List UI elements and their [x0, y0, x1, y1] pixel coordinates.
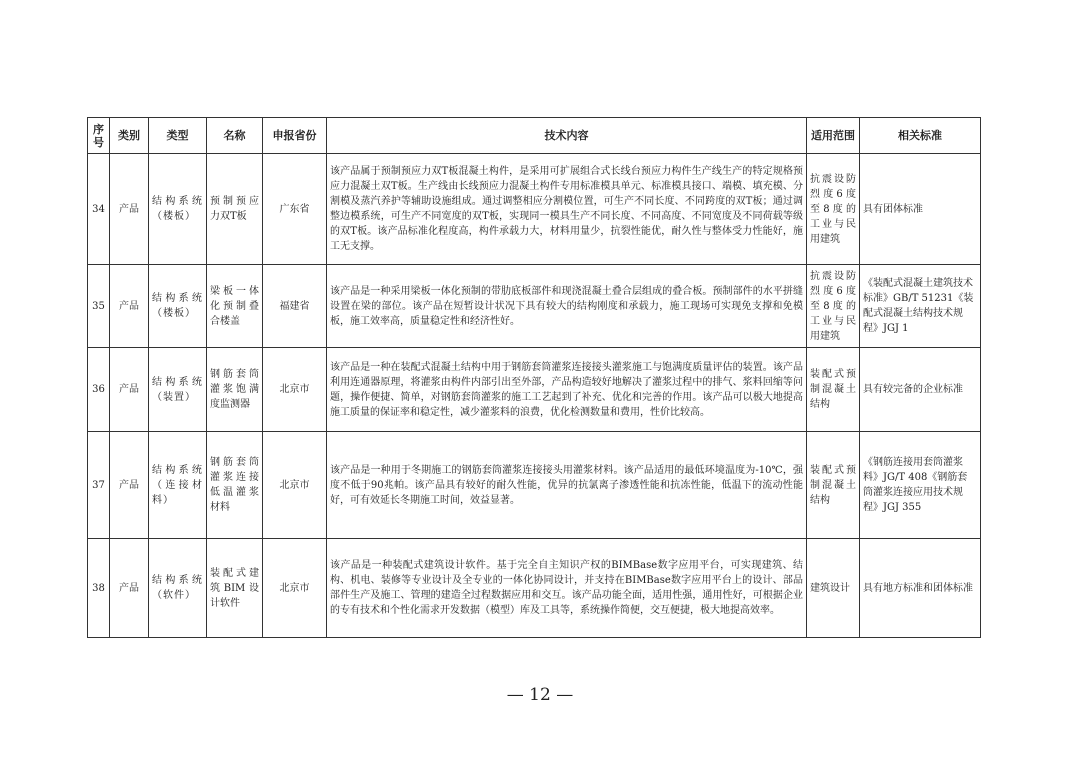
header-province: 申报省份	[263, 118, 327, 154]
cell-no: 34	[88, 154, 110, 265]
header-no: 序号	[88, 118, 110, 154]
header-name: 名称	[207, 118, 263, 154]
header-tech: 技术内容	[327, 118, 807, 154]
cell-standard: 具有团体标准	[860, 154, 981, 265]
cell-name: 梁板一体化预制叠合楼盖	[207, 265, 263, 348]
cell-name: 钢筋套筒灌浆连接低温灌浆材料	[207, 432, 263, 539]
cell-tech: 该产品是一种用于冬期施工的钢筋套筒灌浆连接接头用灌浆材料。该产品适用的最低环境温度为-10℃，强度不低于90兆帕。该产品具有较好的耐久性能，优异的抗氯离子渗透性能和抗冻性能，低温下的流动性能好，可有效延长冬期施工时间，效益显著。	[327, 432, 807, 539]
header-standard: 相关标准	[860, 118, 981, 154]
cell-type: 结构系统（楼板）	[149, 154, 207, 265]
cell-scope: 装配式预制混凝土结构	[807, 432, 860, 539]
cell-no: 38	[88, 539, 110, 638]
cell-type: 结构系统（楼板）	[149, 265, 207, 348]
cell-province: 福建省	[263, 265, 327, 348]
cell-category: 产品	[110, 265, 149, 348]
cell-standard: 具有较完备的企业标准	[860, 348, 981, 432]
cell-scope: 建筑设计	[807, 539, 860, 638]
table-row	[88, 348, 981, 432]
cell-no: 35	[88, 265, 110, 348]
cell-no: 37	[88, 432, 110, 539]
cell-name: 预制预应力双T板	[207, 154, 263, 265]
table-row	[88, 265, 981, 348]
cell-standard: 《钢筋连接用套筒灌浆料》JG/T 408《钢筋套筒灌浆连接应用技术规程》JGJ 355	[860, 432, 981, 539]
cell-category: 产品	[110, 348, 149, 432]
page-number: — 12 —	[506, 685, 574, 705]
cell-scope: 抗震设防烈度6度至8度的工业与民用建筑	[807, 154, 860, 265]
cell-scope: 装配式预制混凝土结构	[807, 348, 860, 432]
table-row	[88, 154, 981, 265]
cell-name: 装配式建筑BIM设计软件	[207, 539, 263, 638]
cell-province: 北京市	[263, 432, 327, 539]
cell-no: 36	[88, 348, 110, 432]
cell-name: 钢筋套筒灌浆饱满度监测器	[207, 348, 263, 432]
cell-standard: 《装配式混凝土建筑技术标准》GB/T 51231《装配式混凝土结构技术规程》JGJ 1	[860, 265, 981, 348]
cell-type: 结构系统（软件）	[149, 539, 207, 638]
cell-type: 结构系统（连接材料）	[149, 432, 207, 539]
cell-province: 北京市	[263, 348, 327, 432]
table-row	[88, 432, 981, 539]
cell-category: 产品	[110, 154, 149, 265]
header-scope: 适用范围	[807, 118, 860, 154]
cell-province: 北京市	[263, 539, 327, 638]
cell-tech: 该产品是一种装配式建筑设计软件。基于完全自主知识产权的BIMBase数字应用平台，可实现建筑、结构、机电、装修等专业设计及全专业的一体化协同设计，并支持在BIMBase数字应用平台上的设计、部品部件生产及施工、管理的建造全过程数据应用和交互。该产品功能全面，适用性强，通用性好，可根据企业的专有技术和个性化需求开发数据（模型）库及工具等，系统操作简便，交互便捷，极大地提高效率。	[327, 539, 807, 638]
cell-tech: 该产品是一种采用梁板一体化预制的带肋底板部件和现浇混凝土叠合层组成的叠合板。预制部件的水平拼缝设置在梁的部位。该产品在短暂设计状况下具有较大的结构刚度和承载力，施工现场可实现免支撑和免模板，施工效率高，质量稳定性和经济性好。	[327, 265, 807, 348]
table-row	[88, 539, 981, 638]
product-table	[87, 117, 981, 638]
cell-type: 结构系统（装置）	[149, 348, 207, 432]
cell-standard: 具有地方标准和团体标准	[860, 539, 981, 638]
cell-tech: 该产品属于预制预应力双T板混凝土构件，是采用可扩展组合式长线台预应力构件生产线生产的特定规格预应力混凝土双T板。生产线由长线预应力混凝土构件专用标准模具单元、标准模具接口、端模、填充模、分割模及蒸汽养护等辅助设施组成。通过调整相应分割模位置，可生产不同长度、不同跨度的双T板；通过调整边模系统，可生产不同宽度的双T板，实现同一模具生产不同长度、不同高度、不同宽度及不同荷载等级的双T板。该产品标准化程度高，构件承载力大，材料用量少，抗裂性能优，耐久性与整体受力性能好，施工无支撑。	[327, 154, 807, 265]
cell-tech: 该产品是一种在装配式混凝土结构中用于钢筋套筒灌浆连接接头灌浆施工与饱满度质量评估的装置。该产品利用连通器原理，将灌浆由构件内部引出至外部，产品构造较好地解决了灌浆过程中的排气、浆料回缩等问题，操作便捷、简单，对钢筋套筒灌浆的施工工艺起到了补充、优化和完善的作用。该产品可以极大地提高施工质量的保证率和稳定性，减少灌浆料的浪费，优化检测数量和费用，性价比较高。	[327, 348, 807, 432]
cell-category: 产品	[110, 539, 149, 638]
header-category: 类别	[110, 118, 149, 154]
table-header-row	[88, 118, 981, 154]
cell-province: 广东省	[263, 154, 327, 265]
cell-category: 产品	[110, 432, 149, 539]
cell-scope: 抗震设防烈度6度至8度的工业与民用建筑	[807, 265, 860, 348]
header-type: 类型	[149, 118, 207, 154]
